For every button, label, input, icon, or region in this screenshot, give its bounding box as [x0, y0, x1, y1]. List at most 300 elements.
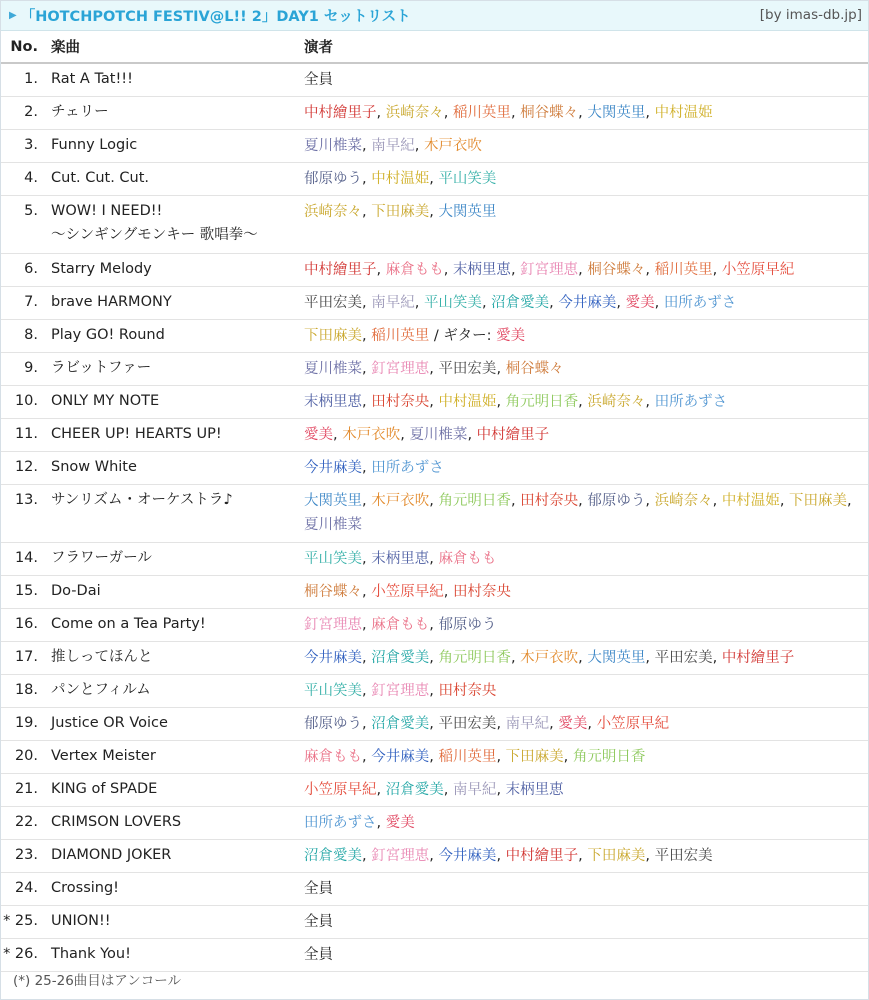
performer-name[interactable]: 田所あずさ: [663, 295, 737, 311]
performer-name[interactable]: 平山笑美: [438, 171, 497, 187]
song-title-cell: [51, 254, 304, 287]
table-row: [1, 939, 868, 972]
separator: ,: [429, 650, 439, 666]
performer-name[interactable]: 夏川椎菜: [304, 361, 362, 377]
performer-name[interactable]: 南早紀: [371, 295, 415, 311]
separator: ,: [429, 394, 439, 410]
performer-name[interactable]: 南早紀: [505, 716, 550, 732]
separator: ,: [362, 204, 372, 220]
performer-name[interactable]: 下田麻美: [371, 204, 430, 220]
performer-name[interactable]: 稲川英里: [452, 105, 511, 121]
separator: ,: [549, 295, 559, 311]
separator: ,: [481, 295, 492, 311]
separator: ,: [362, 584, 372, 600]
separator: ,: [400, 427, 410, 443]
separator: ,: [645, 262, 655, 278]
performer-name[interactable]: 釘宮理恵: [520, 262, 579, 278]
song-title-cell: [51, 163, 304, 196]
performers-cell: [304, 741, 868, 774]
performer-name[interactable]: 田村奈央: [520, 493, 579, 509]
performer-name[interactable]: 角元明日香: [572, 749, 646, 765]
performer-name[interactable]: 小笠原早紀: [304, 782, 377, 798]
encore-footnote: (*) 25-26曲目はアンコール: [13, 973, 181, 989]
table-row: [1, 609, 868, 642]
song-title[interactable]: brave HARMONY: [51, 294, 172, 310]
table-row: [1, 906, 868, 939]
separator: ,: [429, 361, 439, 377]
song-title[interactable]: 〜シンギングモンキー 歌唱拳〜: [51, 227, 258, 243]
performer-name[interactable]: 角元明日香: [438, 650, 511, 666]
separator: ,: [362, 617, 372, 633]
separator: ,: [510, 262, 521, 278]
song-title-cell: [51, 353, 304, 386]
performer-name[interactable]: 田村奈央: [438, 683, 497, 699]
performer-name[interactable]: 大関英里: [438, 204, 497, 220]
separator: ,: [578, 650, 588, 666]
all-members-label: 全員: [304, 881, 333, 897]
song-title[interactable]: チェリー: [51, 104, 109, 120]
performer-name[interactable]: 田村奈央: [371, 394, 430, 410]
song-number: * 26.: [1, 939, 51, 972]
separator: ,: [496, 782, 506, 798]
performer-name[interactable]: 中村繪里子: [304, 105, 377, 121]
song-title-cell: [51, 287, 304, 320]
performer-name[interactable]: 愛美: [385, 815, 415, 831]
separator: ,: [712, 262, 722, 278]
performer-name[interactable]: 平田宏美: [438, 716, 497, 732]
performers-cell: [304, 386, 868, 419]
separator: ,: [645, 394, 655, 410]
song-number: 8.: [1, 320, 51, 353]
song-title-cell: [51, 774, 304, 807]
separator: ,: [847, 493, 852, 509]
separator: ,: [362, 551, 372, 567]
song-title[interactable]: Snow White: [51, 459, 137, 475]
table-row: [1, 543, 868, 576]
separator: ,: [362, 171, 372, 187]
performer-name[interactable]: 浜崎奈々: [587, 394, 646, 410]
performer-name[interactable]: 木戸衣吹: [520, 650, 579, 666]
performers-cell: [304, 254, 868, 287]
performer-name[interactable]: 中村繪里子: [476, 427, 550, 443]
performers-cell: [304, 485, 868, 543]
performer-name[interactable]: 小笠原早紀: [721, 262, 795, 278]
song-title-cell: [51, 63, 304, 97]
performers-cell: [304, 873, 868, 906]
table-row: [1, 130, 868, 163]
separator: ,: [362, 138, 372, 154]
song-title-cell: [51, 419, 304, 452]
performers-cell: [304, 807, 868, 840]
song-title[interactable]: Do-Dai: [51, 583, 101, 599]
separator: ,: [429, 716, 439, 732]
table-row: [1, 320, 868, 353]
separator: ,: [414, 295, 424, 311]
song-title-cell: [51, 609, 304, 642]
performer-name[interactable]: 平山笑美: [304, 551, 362, 567]
song-number: 9.: [1, 353, 51, 386]
table-row: [1, 386, 868, 419]
performer-name[interactable]: 桐谷蝶々: [304, 584, 362, 600]
performers-cell: [304, 97, 868, 130]
separator: ,: [645, 848, 655, 864]
all-members-label: 全員: [304, 72, 333, 88]
performers-cell: [304, 939, 868, 972]
separator: ,: [429, 551, 439, 567]
song-number: 22.: [1, 807, 51, 840]
separator: ,: [443, 584, 453, 600]
separator: ,: [443, 262, 453, 278]
song-number: 14.: [1, 543, 51, 576]
separator: ,: [362, 361, 372, 377]
separator: ,: [429, 493, 439, 509]
performer-name[interactable]: 小笠原早紀: [371, 584, 444, 600]
performers-cell: [304, 196, 868, 254]
performer-name[interactable]: 平田宏美: [654, 848, 713, 864]
separator: ,: [645, 105, 655, 121]
separator: ,: [362, 848, 372, 864]
separator: ,: [779, 493, 790, 509]
separator: ,: [443, 105, 453, 121]
performer-name[interactable]: 愛美: [304, 427, 333, 443]
performer-name[interactable]: 郁原ゆう: [587, 493, 646, 509]
performer-name[interactable]: 中村繪里子: [505, 848, 579, 864]
table-row: [1, 708, 868, 741]
table-row: [1, 196, 868, 254]
song-title[interactable]: CHEER UP! HEARTS UP!: [51, 426, 222, 442]
separator: ,: [510, 650, 521, 666]
separator: ,: [578, 394, 588, 410]
song-number: 4.: [1, 163, 51, 196]
performer-name[interactable]: 木戸衣吹: [342, 427, 401, 443]
performer-name[interactable]: 郁原ゆう: [304, 716, 362, 732]
separator: ,: [467, 427, 477, 443]
performer-name[interactable]: 浜崎奈々: [654, 493, 713, 509]
separator: ,: [362, 295, 372, 311]
performer-name[interactable]: 麻倉もも: [438, 551, 497, 567]
performer-name[interactable]: 桐谷蝶々: [505, 361, 564, 377]
song-title[interactable]: DIAMOND JOKER: [51, 847, 172, 863]
performers-cell: [304, 320, 868, 353]
separator: ,: [376, 105, 386, 121]
performer-name[interactable]: 大関英里: [587, 105, 646, 121]
song-title-cell: [51, 196, 304, 254]
song-number: 1.: [1, 63, 51, 97]
performer-name[interactable]: 沼倉愛美: [371, 716, 430, 732]
performer-name[interactable]: 中村繪里子: [721, 650, 795, 666]
song-number: 15.: [1, 576, 51, 609]
performer-name[interactable]: 愛美: [496, 328, 526, 344]
song-title-cell: [51, 452, 304, 485]
performers-cell: [304, 63, 868, 97]
separator: ,: [429, 204, 439, 220]
performer-name[interactable]: 郁原ゆう: [438, 617, 497, 633]
table-row: [1, 807, 868, 840]
separator: ,: [429, 617, 439, 633]
separator: ,: [429, 171, 439, 187]
performer-name[interactable]: 郁原ゆう: [304, 171, 362, 187]
performer-name[interactable]: 麻倉もも: [371, 617, 430, 633]
song-title-cell: [51, 576, 304, 609]
song-title[interactable]: ONLY MY NOTE: [51, 393, 160, 409]
separator: ,: [362, 394, 372, 410]
separator: ,: [429, 683, 439, 699]
song-title[interactable]: 推しってほんと: [51, 649, 153, 665]
song-number: 5.: [1, 196, 51, 254]
performer-name[interactable]: 今井麻美: [371, 749, 430, 765]
performer-name[interactable]: 大関英里: [587, 650, 646, 666]
source-credit[interactable]: [by imas-db.jp]: [759, 7, 862, 23]
performer-name[interactable]: 夏川椎菜: [304, 517, 362, 533]
performers-cell: [304, 840, 868, 873]
column-header-no: No.: [1, 31, 51, 63]
song-number: 19.: [1, 708, 51, 741]
performer-name[interactable]: 沼倉愛美: [371, 650, 430, 666]
table-row: [1, 452, 868, 485]
performer-name[interactable]: 下田麻美: [505, 749, 564, 765]
separator: ,: [549, 716, 559, 732]
performers-cell: [304, 708, 868, 741]
table-row: [1, 254, 868, 287]
performer-name[interactable]: 田所あずさ: [371, 460, 444, 476]
separator: ,: [510, 105, 521, 121]
separator: ,: [578, 848, 588, 864]
song-number: 20.: [1, 741, 51, 774]
separator: ,: [563, 749, 573, 765]
song-title[interactable]: Thank You!: [51, 946, 131, 962]
performers-cell: [304, 609, 868, 642]
performer-name[interactable]: 木戸衣吹: [371, 493, 430, 509]
performer-name[interactable]: 大関英里: [304, 493, 362, 509]
performer-name[interactable]: 今井麻美: [304, 460, 362, 476]
song-title[interactable]: Play GO! Round: [51, 327, 165, 343]
table-row: [1, 741, 868, 774]
table-row: [1, 576, 868, 609]
performer-name[interactable]: 平山笑美: [304, 683, 362, 699]
table-row: [1, 353, 868, 386]
performers-cell: [304, 452, 868, 485]
separator: ,: [496, 361, 506, 377]
performer-name[interactable]: 桐谷蝶々: [587, 262, 646, 278]
song-title-cell: [51, 807, 304, 840]
table-row: [1, 840, 868, 873]
separator: ,: [362, 460, 372, 476]
performer-name[interactable]: 末柄里恵: [304, 394, 362, 410]
performer-name[interactable]: 愛美: [558, 716, 588, 732]
performer-name[interactable]: 南早紀: [371, 138, 415, 154]
song-title-cell: [51, 906, 304, 939]
performer-name[interactable]: 今井麻美: [558, 295, 617, 311]
performer-name[interactable]: 末柄里恵: [505, 782, 564, 798]
song-title-cell: [51, 873, 304, 906]
separator: ,: [443, 782, 453, 798]
song-title[interactable]: Rat A Tat!!!: [51, 71, 133, 87]
separator: ,: [414, 138, 424, 154]
table-row: [1, 97, 868, 130]
song-title[interactable]: UNION!!: [51, 913, 111, 929]
song-number: 3.: [1, 130, 51, 163]
performers-cell: [304, 675, 868, 708]
song-title[interactable]: WOW! I NEED!!: [51, 203, 163, 219]
separator: ,: [362, 493, 372, 509]
separator: ,: [587, 716, 597, 732]
table-row: [1, 63, 868, 97]
song-title[interactable]: Crossing!: [51, 880, 119, 896]
performer-name[interactable]: 沼倉愛美: [385, 782, 444, 798]
performer-name[interactable]: 中村温姫: [721, 493, 780, 509]
separator: ,: [362, 683, 372, 699]
performer-name[interactable]: 角元明日香: [505, 394, 579, 410]
song-title[interactable]: Come on a Tea Party!: [51, 616, 206, 632]
song-title-cell: [51, 840, 304, 873]
song-number: 16.: [1, 609, 51, 642]
performers-cell: [304, 419, 868, 452]
performers-cell: [304, 353, 868, 386]
song-title[interactable]: パンとフィルム: [51, 682, 151, 698]
song-title-cell: [51, 741, 304, 774]
separator: ,: [712, 650, 722, 666]
performer-name[interactable]: 下田麻美: [304, 328, 362, 344]
performers-cell: [304, 642, 868, 675]
song-title-cell: [51, 675, 304, 708]
performer-name[interactable]: 田所あずさ: [654, 394, 728, 410]
performer-name[interactable]: 今井麻美: [438, 848, 497, 864]
performer-name[interactable]: 末柄里恵: [371, 551, 430, 567]
song-title[interactable]: サンリズム・オーケストラ♪: [51, 492, 233, 508]
separator: ,: [362, 716, 372, 732]
song-title[interactable]: KING of SPADE: [51, 781, 158, 797]
song-title[interactable]: Starry Melody: [51, 261, 152, 277]
performer-name[interactable]: 釘宮理恵: [371, 848, 430, 864]
performer-name[interactable]: 沼倉愛美: [304, 848, 362, 864]
performer-name[interactable]: 下田麻美: [587, 848, 646, 864]
separator: ,: [496, 848, 506, 864]
performer-name[interactable]: 稲川英里: [371, 328, 430, 344]
table-row: [1, 675, 868, 708]
performer-name[interactable]: 平田宏美: [438, 361, 497, 377]
performer-name[interactable]: 木戸衣吹: [423, 138, 482, 154]
performer-name[interactable]: 南早紀: [452, 782, 497, 798]
performer-name[interactable]: 麻倉もも: [304, 749, 362, 765]
panel-header[interactable]: [1, 1, 868, 31]
performers-cell: [304, 287, 868, 320]
performer-name[interactable]: 下田麻美: [789, 493, 848, 509]
performers-cell: [304, 576, 868, 609]
setlist-table: [1, 31, 868, 972]
song-title-cell: [51, 939, 304, 972]
song-number: 13.: [1, 485, 51, 543]
performer-name[interactable]: 平田宏美: [654, 650, 713, 666]
performer-name[interactable]: 角元明日香: [438, 493, 511, 509]
song-title-cell: [51, 130, 304, 163]
separator: ,: [645, 650, 655, 666]
setlist-rows: [1, 63, 868, 972]
song-title[interactable]: Cut. Cut. Cut.: [51, 170, 150, 186]
separator: ,: [429, 749, 439, 765]
column-header-song: 楽曲: [51, 31, 304, 63]
performer-name[interactable]: 沼倉愛美: [491, 295, 550, 311]
separator: ,: [429, 848, 439, 864]
separator: ,: [616, 295, 626, 311]
separator: ,: [578, 105, 588, 121]
song-title[interactable]: Funny Logic: [51, 137, 138, 153]
table-row: [1, 873, 868, 906]
performers-cell: [304, 130, 868, 163]
performer-name[interactable]: 釘宮理恵: [371, 683, 430, 699]
table-row: [1, 642, 868, 675]
separator: ,: [376, 262, 386, 278]
performer-name[interactable]: 愛美: [625, 295, 655, 311]
song-title-cell: [51, 642, 304, 675]
separator: ,: [578, 493, 588, 509]
performers-cell: [304, 906, 868, 939]
song-title[interactable]: Vertex Meister: [51, 748, 156, 764]
table-row: [1, 419, 868, 452]
performer-name[interactable]: 田村奈央: [452, 584, 511, 600]
song-title-cell: [51, 485, 304, 543]
performer-name[interactable]: 浜崎奈々: [385, 105, 444, 121]
song-title-cell: [51, 708, 304, 741]
performer-name[interactable]: 麻倉もも: [385, 262, 444, 278]
song-title-cell: [51, 320, 304, 353]
separator: ,: [712, 493, 722, 509]
song-number: 24.: [1, 873, 51, 906]
song-number: * 25.: [1, 906, 51, 939]
performer-name[interactable]: 平山笑美: [423, 295, 482, 311]
performer-name[interactable]: 田所あずさ: [304, 815, 377, 831]
performer-name[interactable]: 平田宏美: [304, 295, 362, 311]
song-title[interactable]: CRIMSON LOVERS: [51, 814, 182, 830]
separator: ,: [376, 782, 386, 798]
performers-cell: [304, 543, 868, 576]
all-members-label: 全員: [304, 914, 333, 930]
performer-name[interactable]: 中村温姫: [438, 394, 497, 410]
performer-name[interactable]: 桐谷蝶々: [520, 105, 579, 121]
song-number: 17.: [1, 642, 51, 675]
performer-name[interactable]: 夏川椎菜: [409, 427, 468, 443]
performer-name[interactable]: 末柄里恵: [452, 262, 511, 278]
performer-name[interactable]: 中村温姫: [371, 171, 430, 187]
performer-name[interactable]: 釘宮理恵: [371, 361, 430, 377]
performer-name[interactable]: 夏川椎菜: [304, 138, 362, 154]
separator: ,: [362, 328, 372, 344]
performers-cell: [304, 774, 868, 807]
song-number: 2.: [1, 97, 51, 130]
song-title[interactable]: ラビットファー: [51, 360, 152, 376]
separator: ,: [333, 427, 343, 443]
performers-cell: [304, 163, 868, 196]
song-title-cell: [51, 386, 304, 419]
song-title[interactable]: フラワーガール: [51, 550, 152, 566]
song-title-cell: [51, 543, 304, 576]
collapse-triangle-icon[interactable]: ▶: [9, 10, 17, 21]
performer-name[interactable]: 今井麻美: [304, 650, 362, 666]
performer-name[interactable]: 釘宮理恵: [304, 617, 362, 633]
performer-name[interactable]: 小笠原早紀: [596, 716, 670, 732]
song-number: 7.: [1, 287, 51, 320]
separator: ,: [376, 815, 386, 831]
guitar-label: / ギター:: [429, 328, 497, 344]
performer-name[interactable]: 中村温姫: [654, 105, 713, 121]
performer-name[interactable]: 浜崎奈々: [304, 204, 362, 220]
performer-name[interactable]: 稲川英里: [654, 262, 713, 278]
separator: ,: [362, 650, 372, 666]
song-number: 11.: [1, 419, 51, 452]
performer-name[interactable]: 稲川英里: [438, 749, 497, 765]
song-title[interactable]: Justice OR Voice: [51, 715, 168, 731]
performer-name[interactable]: 中村繪里子: [304, 262, 377, 278]
song-number: 18.: [1, 675, 51, 708]
